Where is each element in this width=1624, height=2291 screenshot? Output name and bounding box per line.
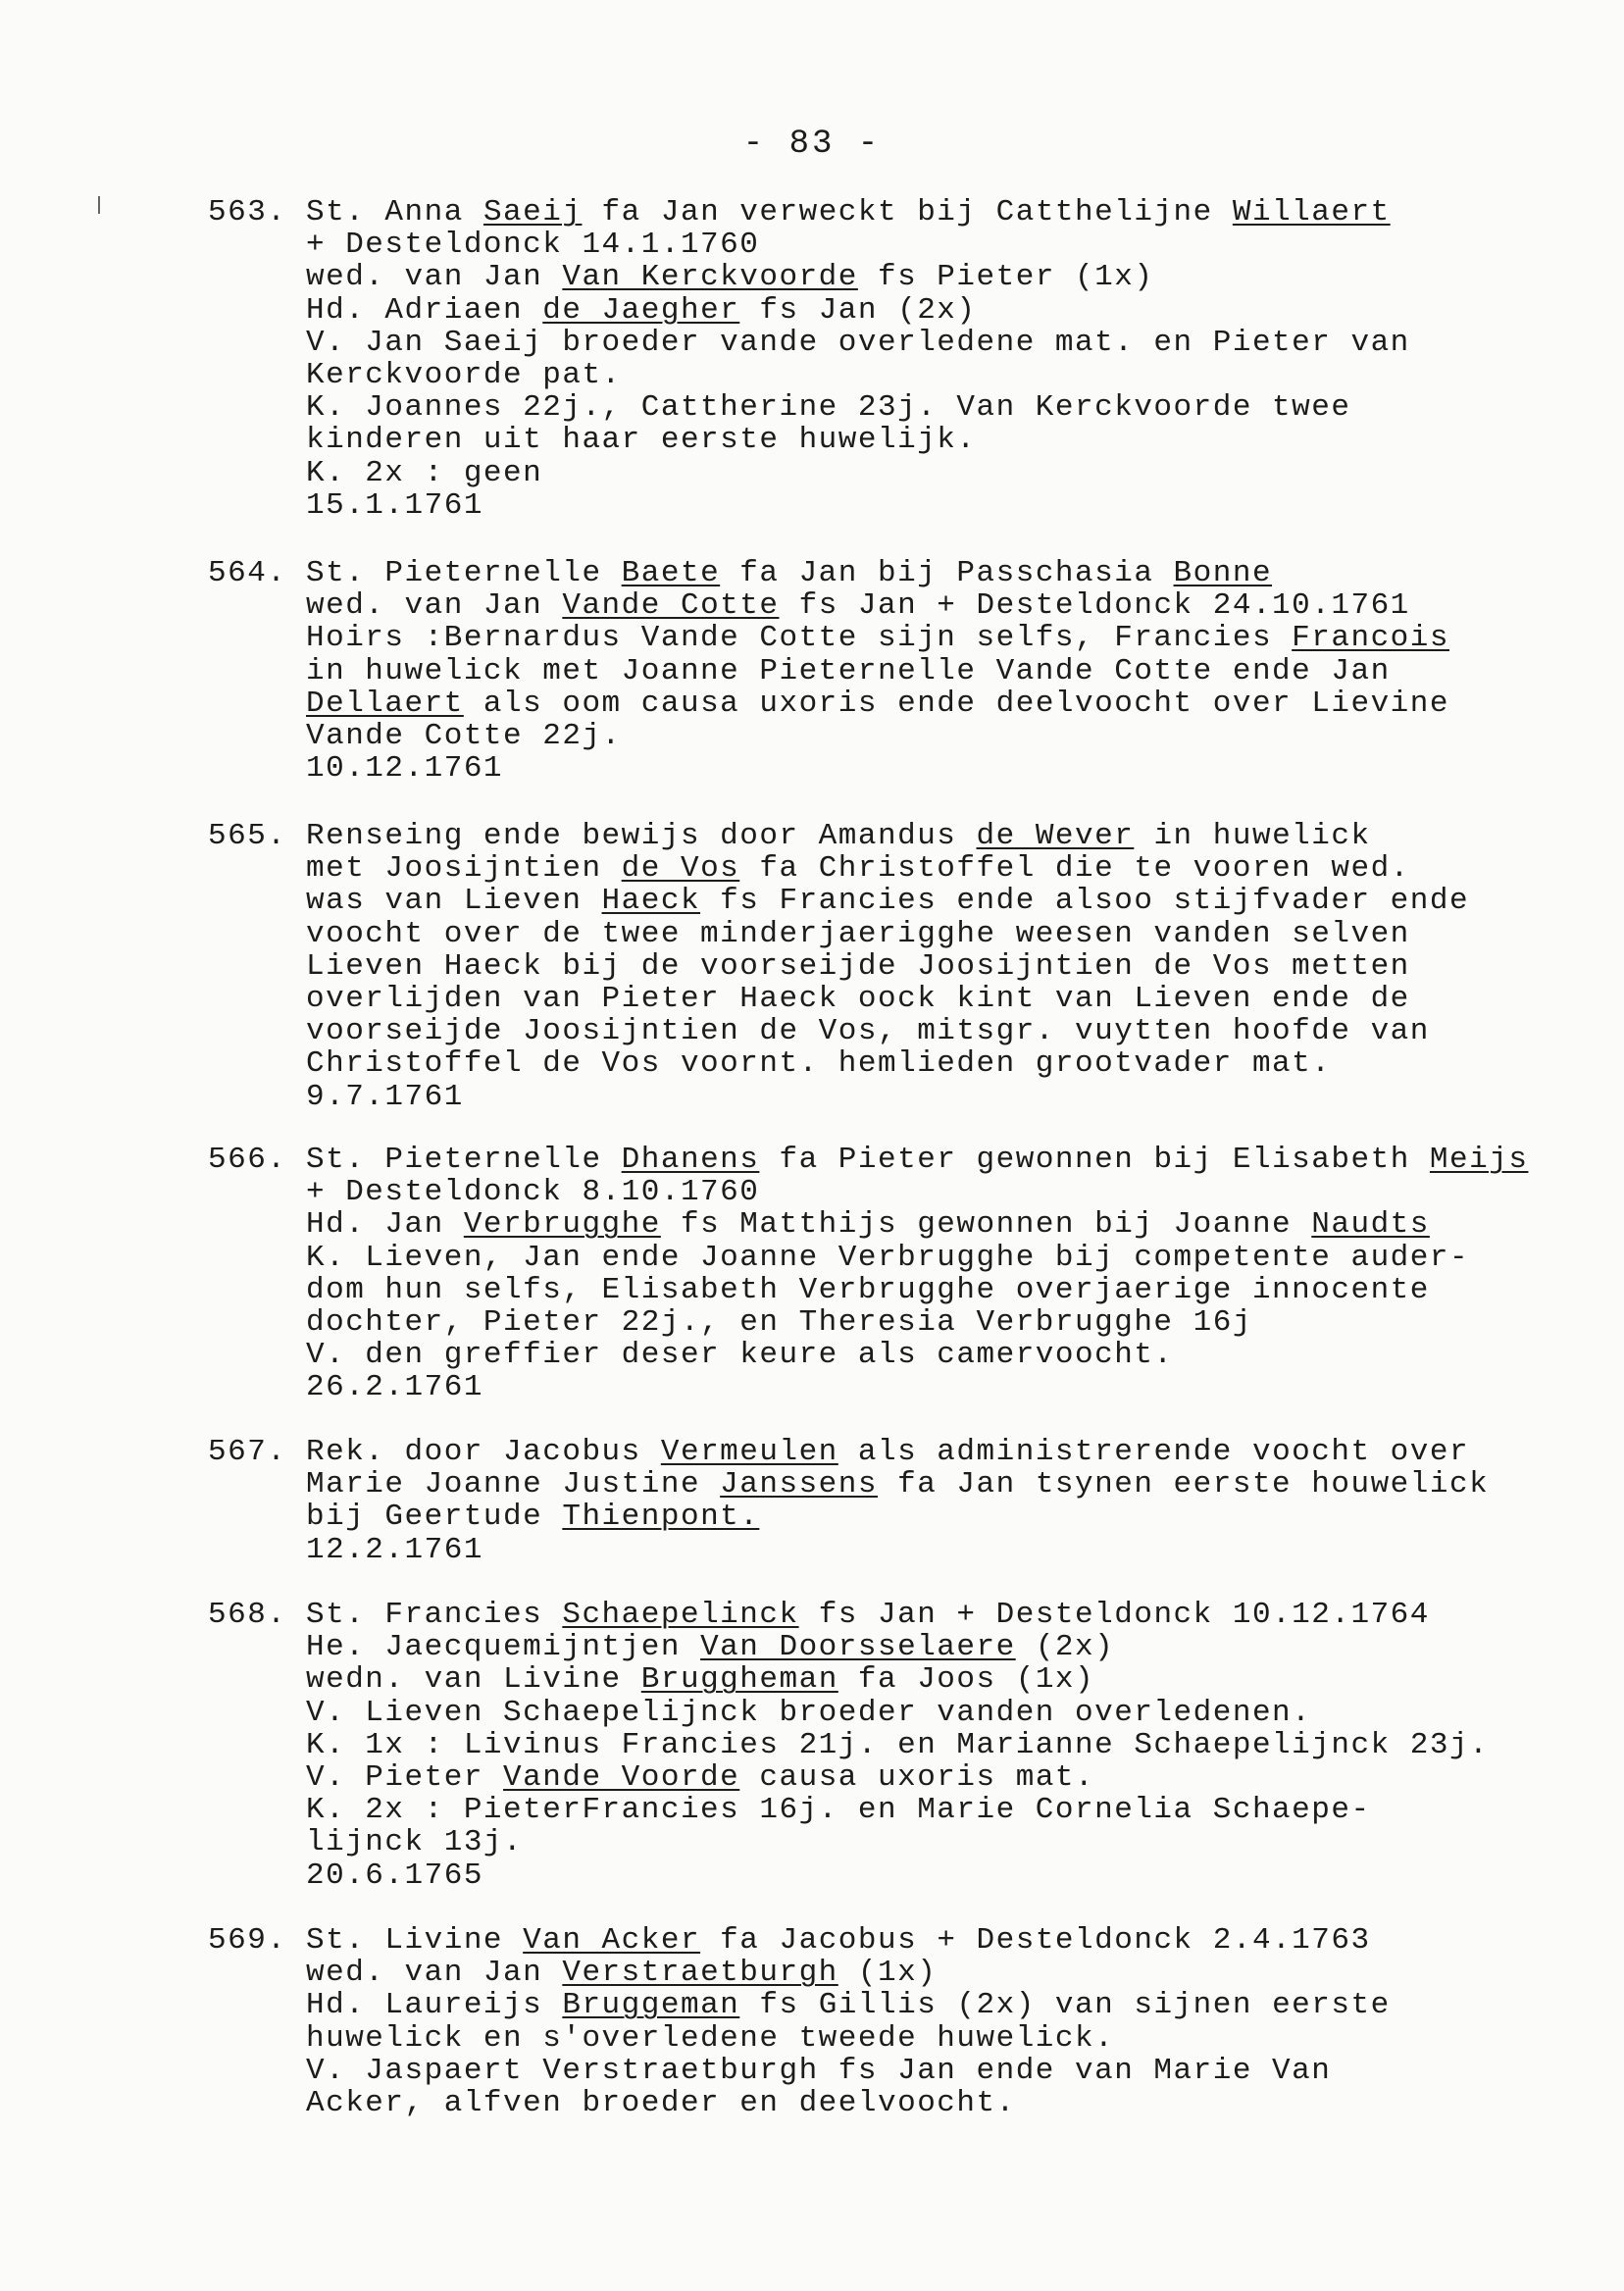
underlined-name: de Wever xyxy=(976,819,1135,853)
underlined-name: Janssens xyxy=(720,1467,878,1502)
entry-line xyxy=(306,820,1551,852)
underlined-name: Bruggheman xyxy=(640,1662,838,1698)
text-segment: 12.2.1761 xyxy=(306,1532,483,1567)
entry-line xyxy=(306,196,1551,229)
text-segment: 26.2.1761 xyxy=(306,1370,483,1405)
text-segment: fs Jan + Desteldonck 24.10.1761 xyxy=(779,588,1410,624)
text-segment: wedn. van Livine xyxy=(306,1662,641,1698)
entry-line xyxy=(306,687,1551,720)
entry-line xyxy=(306,2087,1551,2119)
entry-text xyxy=(306,1144,1551,1404)
text-segment: kinderen uit haar eerste huwelijk. xyxy=(306,423,977,458)
underlined-name: Dhanens xyxy=(621,1143,760,1177)
text-segment: Christoffel de Vos voornt. hemlieden grootvader mat. xyxy=(306,1046,1332,1082)
text-segment: V. Lieven Schaepelijnck broeder vanden overledenen. xyxy=(306,1695,1312,1730)
underlined-name: Baete xyxy=(621,556,721,590)
entry-line xyxy=(306,1924,1551,1957)
text-segment: (1x) xyxy=(837,1956,938,1991)
entry-text xyxy=(306,1924,1551,2119)
text-segment: K. 2x : geen xyxy=(306,455,543,490)
underlined-name: Francois xyxy=(1292,621,1449,656)
text-segment: fa Joos (1x) xyxy=(837,1662,1095,1698)
entry-line xyxy=(306,918,1551,950)
text-segment: huwelick en s'overledene tweede huwelick. xyxy=(306,2020,1115,2056)
text-segment: wed. van Jan xyxy=(306,260,563,295)
entry-line xyxy=(306,229,1551,261)
entry-line xyxy=(306,1989,1551,2021)
entry-line xyxy=(306,1081,1551,1113)
underlined-name: de Vos xyxy=(621,851,740,887)
entry-line xyxy=(306,294,1551,327)
entry-line xyxy=(306,424,1551,456)
entry-line xyxy=(306,1663,1551,1696)
text-segment: voocht over de twee minderjaerigghe weesen vanden selven xyxy=(306,916,1410,951)
entry-line xyxy=(306,852,1551,885)
text-segment: + Desteldonck 8.10.1760 xyxy=(306,1175,760,1210)
underlined-name: Meijs xyxy=(1429,1143,1529,1177)
page-number: - 83 - xyxy=(742,126,882,163)
entry-line xyxy=(306,2055,1551,2087)
entry-line xyxy=(306,983,1551,1015)
entry-line xyxy=(306,391,1551,424)
entry-number: 565. xyxy=(208,819,287,853)
underlined-name: Thienpont. xyxy=(562,1500,760,1535)
text-segment: K. 1x : Livinus Francies 21j. en Marianne Schaepelijnck 23j. xyxy=(306,1727,1490,1762)
text-segment: fs Pieter (1x) xyxy=(857,260,1154,295)
entry-text xyxy=(306,1599,1551,1892)
entry-line xyxy=(306,1436,1551,1468)
text-segment: dom hun selfs, Elisabeth Verbrugghe overjaerige innocente xyxy=(306,1272,1430,1307)
text-segment: St. Anna xyxy=(306,195,483,229)
text-segment: causa uxoris mat. xyxy=(739,1760,1095,1796)
underlined-name: Naudts xyxy=(1311,1207,1430,1243)
entry-line xyxy=(306,1144,1551,1176)
underlined-name: Saeij xyxy=(482,195,583,229)
margin-mark xyxy=(98,196,100,214)
text-segment: fa Christoffel die te vooren wed. xyxy=(739,851,1410,887)
text-segment: voorseijde Joosijntien de Vos, mitsgr. vuytten hoofde van xyxy=(306,1014,1430,1049)
text-segment: St. Pieternelle xyxy=(306,1143,622,1177)
text-segment: K. Joannes 22j., Cattherine 23j. Van Kerckvoorde twee xyxy=(306,390,1351,426)
text-segment: wed. van Jan xyxy=(306,588,563,624)
entry-line xyxy=(306,2022,1551,2055)
underlined-name: Bonne xyxy=(1173,556,1273,590)
entry-line xyxy=(306,1468,1551,1501)
underlined-name: Schaepelinck xyxy=(562,1598,799,1632)
entry-number: 568. xyxy=(208,1598,287,1632)
entry-line xyxy=(306,1761,1551,1794)
underlined-name: Van Acker xyxy=(523,1923,701,1958)
text-segment: Marie Joanne Justine xyxy=(306,1467,721,1502)
underlined-name: Willaert xyxy=(1232,195,1391,229)
underlined-name: Bruggeman xyxy=(562,1988,740,2023)
text-segment: fa Jan tsynen eerste houwelick xyxy=(878,1467,1490,1502)
entry-line xyxy=(306,655,1551,687)
entry-line xyxy=(306,359,1551,391)
underlined-name: Verstraetburgh xyxy=(562,1956,838,1991)
text-segment: in huwelick met Joanne Pieternelle Vande Cotte ende Jan xyxy=(306,653,1391,688)
text-segment: fs Jan + Desteldonck 10.12.1764 xyxy=(798,1598,1430,1632)
text-segment: Kerckvoorde pat. xyxy=(306,358,622,393)
text-segment: 15.1.1761 xyxy=(306,487,483,523)
entry-line xyxy=(306,1599,1551,1631)
text-segment: Rek. door Jacobus xyxy=(306,1435,661,1469)
entry-line xyxy=(306,1729,1551,1761)
entry-line xyxy=(306,950,1551,983)
entry-line xyxy=(306,1957,1551,1989)
entry-line xyxy=(306,1047,1551,1080)
entry-line xyxy=(306,1306,1551,1339)
text-segment: Hd. Jan xyxy=(306,1207,464,1243)
underlined-name: Vande Voorde xyxy=(503,1760,740,1796)
entry-number: 563. xyxy=(208,195,287,229)
text-segment: V. Jaspaert Verstraetburgh fs Jan ende van Marie Van xyxy=(306,2053,1332,2088)
entry-text xyxy=(306,557,1551,785)
entry-number: 567. xyxy=(208,1435,287,1469)
text-segment: fs Gillis (2x) van sijnen eerste xyxy=(739,1988,1391,2023)
entry-line xyxy=(306,1208,1551,1241)
underlined-name: Haeck xyxy=(601,884,701,919)
text-segment: V. Jan Saeij broeder vande overledene mat. en Pieter van xyxy=(306,325,1410,360)
entry-line xyxy=(306,557,1551,589)
entry-line xyxy=(306,1501,1551,1533)
entry-number: 564. xyxy=(208,556,287,590)
underlined-name: Verbrugghe xyxy=(463,1207,661,1243)
underlined-name: Dellaert xyxy=(306,686,464,721)
entry-line xyxy=(306,1339,1551,1371)
text-segment: V. Pieter xyxy=(306,1760,504,1796)
text-segment: St. Livine xyxy=(306,1923,524,1958)
text-segment: lijnck 13j. xyxy=(306,1825,524,1860)
text-segment: dochter, Pieter 22j., en Theresia Verbrugghe 16j xyxy=(306,1305,1252,1341)
text-segment: V. den greffier deser keure als camervoocht. xyxy=(306,1338,1174,1373)
text-segment: St. Pieternelle xyxy=(306,556,622,590)
underlined-name: de Jaegher xyxy=(542,292,740,328)
text-segment: St. Francies xyxy=(306,1598,563,1632)
entry-number: 569. xyxy=(208,1923,287,1958)
text-segment: (2x) xyxy=(1015,1630,1115,1665)
entry-line xyxy=(306,752,1551,785)
underlined-name: Van Doorsselaere xyxy=(700,1630,1016,1665)
entry-line xyxy=(306,1826,1551,1858)
entry-line xyxy=(306,1631,1551,1663)
entry-line xyxy=(306,1015,1551,1047)
underlined-name: Vande Cotte xyxy=(562,588,780,624)
text-segment: fs Matthijs gewonnen bij Joanne xyxy=(660,1207,1312,1243)
text-segment: K. Lieven, Jan ende Joanne Verbrugghe bij competente auder- xyxy=(306,1240,1470,1275)
text-segment: fs Jan (2x) xyxy=(739,292,977,328)
entry-line xyxy=(306,885,1551,917)
text-segment: in huwelick xyxy=(1134,819,1371,853)
text-segment: overlijden van Pieter Haeck oock kint van Lieven ende de xyxy=(306,982,1410,1017)
entry-text xyxy=(306,820,1551,1113)
entry-line xyxy=(306,622,1551,654)
text-segment: Hoirs :Bernardus Vande Cotte sijn selfs, Francies xyxy=(306,621,1293,656)
entry-line xyxy=(306,1859,1551,1892)
entry-line xyxy=(306,489,1551,522)
text-segment: Renseing ende bewijs door Amandus xyxy=(306,819,977,853)
text-segment: fa Pieter gewonnen bij Elisabeth xyxy=(759,1143,1430,1177)
text-segment: wed. van Jan xyxy=(306,1956,563,1991)
text-segment: 9.7.1761 xyxy=(306,1079,464,1114)
text-segment: als oom causa uxoris ende deelvoocht over Lievine xyxy=(463,686,1449,721)
entry-line xyxy=(306,1697,1551,1729)
entry-text xyxy=(306,1436,1551,1566)
entry-number: 566. xyxy=(208,1143,287,1177)
underlined-name: Vermeulen xyxy=(660,1435,838,1469)
text-segment: fs Francies ende alsoo stijfvader ende xyxy=(700,884,1470,919)
text-segment: was van Lieven xyxy=(306,884,602,919)
entry-line xyxy=(306,457,1551,489)
entry-line xyxy=(306,1274,1551,1306)
entry-line xyxy=(306,327,1551,359)
text-segment: met Joosijntien xyxy=(306,851,622,887)
text-segment: + Desteldonck 14.1.1760 xyxy=(306,228,760,263)
entry-line xyxy=(306,1176,1551,1208)
text-segment: als administrerende voocht over xyxy=(837,1435,1470,1469)
text-segment: Lieven Haeck bij de voorseijde Joosijntien de Vos metten xyxy=(306,948,1410,984)
text-segment: fa Jan verweckt bij Catthelijne xyxy=(582,195,1233,229)
entry-line xyxy=(306,589,1551,622)
entry-text xyxy=(306,196,1551,522)
text-segment: Acker, alfven broeder en deelvoocht. xyxy=(306,2086,1016,2121)
entry-line xyxy=(306,720,1551,752)
entry-line xyxy=(306,1242,1551,1274)
text-segment: He. Jaecquemijntjen xyxy=(306,1630,701,1665)
text-segment: fa Jacobus + Desteldonck 2.4.1763 xyxy=(700,1923,1371,1958)
text-segment: Vande Cotte 22j. xyxy=(306,719,622,754)
text-segment: Hd. Laureijs xyxy=(306,1988,563,2023)
entry-line xyxy=(306,1371,1551,1403)
entry-line xyxy=(306,261,1551,293)
text-segment: 10.12.1761 xyxy=(306,751,504,787)
underlined-name: Van Kerckvoorde xyxy=(562,260,858,295)
entry-line xyxy=(306,1794,1551,1826)
text-segment: fa Jan bij Passchasia xyxy=(720,556,1174,590)
text-segment: K. 2x : PieterFrancies 16j. en Marie Cornelia Schaepe- xyxy=(306,1793,1371,1828)
entry-line xyxy=(306,1534,1551,1566)
text-segment: bij Geertude xyxy=(306,1500,563,1535)
text-segment: Hd. Adriaen xyxy=(306,292,543,328)
text-segment: 20.6.1765 xyxy=(306,1858,483,1893)
